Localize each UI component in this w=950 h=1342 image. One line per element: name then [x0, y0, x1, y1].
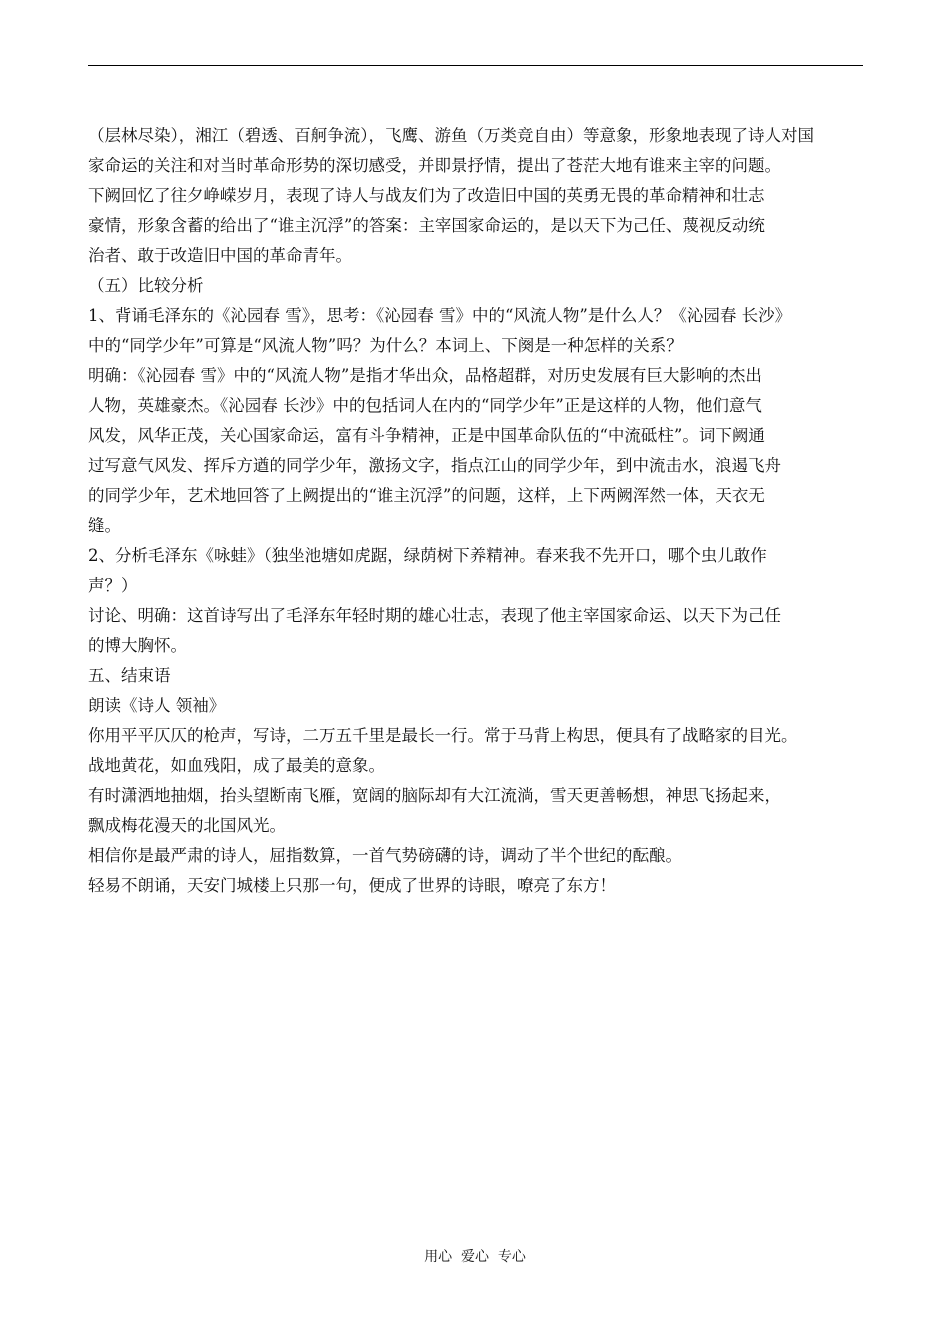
text-line: 豪情，形象含蓄的给出了“谁主沉浮”的答案：主宰国家命运的，是以天下为己任、蔑视反动统	[88, 216, 765, 235]
text-line: 相信你是最严肃的诗人，屈指数算，一首气势磅礴的诗，调动了半个世纪的酝酿。	[88, 846, 682, 865]
text-line: 战地黄花，如血残阳，成了最美的意象。	[88, 756, 385, 775]
header-rule	[88, 65, 863, 66]
text-line: 明确：《沁园春 雪》中的“风流人物”是指才华出众，品格超群，对历史发展有巨大影响的杰出	[88, 366, 762, 385]
text-line: 治者、敢于改造旧中国的革命青年。	[88, 246, 352, 265]
text-line: 1、背诵毛泽东的《沁园春 雪》，思考：《沁园春 雪》中的“风流人物”是什么人？《沁园春 长沙》	[88, 306, 792, 325]
text-line: 2、分析毛泽东《咏蛙》（独坐池塘如虎踞，绿荫树下养精神。春来我不先开口，哪个虫儿敢作	[88, 546, 767, 565]
text-line: 中的“同学少年”可算是“风流人物”吗？为什么？本词上、下阕是一种怎样的关系？	[88, 336, 683, 355]
text-line: 朗读《诗人 领袖》	[88, 696, 226, 715]
text-line: 飘成梅花漫天的北国风光。	[88, 816, 286, 835]
text-line: 声？）	[88, 576, 138, 595]
text-line: 人物，英雄豪杰。《沁园春 长沙》中的包括词人在内的“同学少年”正是这样的人物，他们意气	[88, 396, 762, 415]
section-heading: （五）比较分析	[88, 276, 204, 295]
text-line: 的博大胸怀。	[88, 636, 187, 655]
section-heading: 五、结束语	[88, 666, 171, 685]
text-line: 下阙回忆了往夕峥嵘岁月，表现了诗人与战友们为了改造旧中国的英勇无畏的革命精神和壮志	[88, 186, 765, 205]
text-line: 缝。	[88, 516, 121, 535]
text-line: 轻易不朗诵，天安门城楼上只那一句，便成了世界的诗眼，嘹亮了东方！	[88, 876, 616, 895]
body-text	[88, 121, 868, 901]
text-line: 讨论、明确：这首诗写出了毛泽东年轻时期的雄心壮志，表现了他主宰国家命运、以天下为己任	[88, 606, 781, 625]
text-line: 过写意气风发、挥斥方遒的同学少年，激扬文字，指点江山的同学少年，到中流击水，浪遏飞舟	[88, 456, 781, 475]
text-line: （层林尽染），湘江（碧透、百舸争流），飞鹰、游鱼（万类竞自由）等意象，形象地表现了诗人对国	[88, 126, 814, 145]
text-line: 有时潇洒地抽烟，抬头望断南飞雁，宽阔的脑际却有大江流淌，雪天更善畅想，神思飞扬起来，	[88, 786, 781, 805]
page-footer: 用心 爱心 专心	[424, 1249, 526, 1265]
text-line: 风发，风华正茂，关心国家命运，富有斗争精神，正是中国革命队伍的“中流砥柱”。词下阙通	[88, 426, 765, 445]
text-line: 家命运的关注和对当时革命形势的深切感受，并即景抒情，提出了苍茫大地有谁来主宰的问题。	[88, 156, 781, 175]
text-line: 你用平平仄仄的枪声，写诗，二万五千里是最长一行。常于马背上构思，便具有了战略家的目光。	[88, 726, 798, 745]
text-line: 的同学少年，艺术地回答了上阙提出的“谁主沉浮”的问题，这样，上下两阙浑然一体，天衣无	[88, 486, 765, 505]
